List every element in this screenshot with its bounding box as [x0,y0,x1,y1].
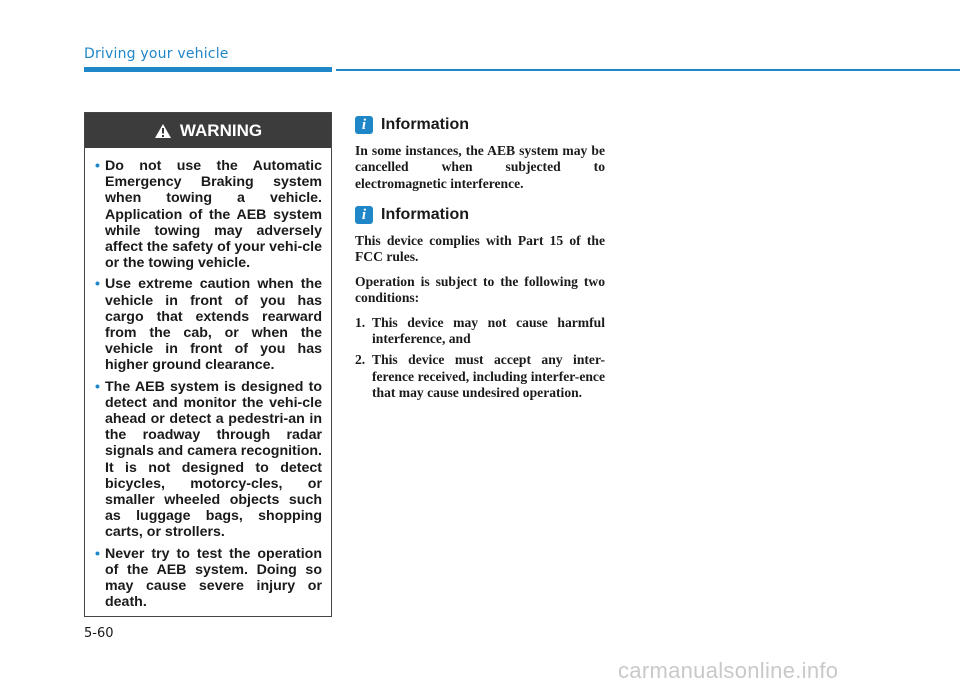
warning-item [95,158,322,271]
information-title: Information [381,206,469,223]
bullet-icon: • [95,378,100,395]
page-number: 5-60 [84,626,114,641]
condition-item [355,352,605,401]
information-block-1 [355,116,605,200]
condition-item [355,315,605,348]
bullet-icon: • [95,545,100,562]
information-title: Information [381,116,469,133]
condition-text: This device must accept any inter-ference received, including interfer-ence that may cause undesired operation. [372,352,605,401]
warning-item [95,546,322,611]
warning-triangle-icon [154,123,172,139]
bullet-icon: • [95,158,100,174]
information-text: In some instances, the AEB system may be cancelled when subjected to electromagnetic interference. [355,143,605,191]
watermark: carmanualsonline.info [618,658,839,683]
header-rule-thick [84,67,332,72]
information-paragraph: This device complies with Part 15 of the FCC rules. [355,233,605,265]
info-icon: i [355,116,373,134]
condition-number: 1. [355,314,366,330]
warning-item-text: Do not use the Automatic Emergency Braking system when towing a vehicle. Application of the AEB system while towing may adversely affect the safety of your vehi-cle or the towing vehicle. [105,158,322,272]
information-paragraph: Operation is subject to the following two conditions: [355,273,605,306]
condition-text: This device may not cause harmful interference, and [372,314,605,347]
warning-header [85,113,331,148]
information-header [355,206,605,224]
warning-list [85,148,331,610]
condition-number: 2. [355,352,366,368]
warning-item [95,276,322,373]
warning-item [95,379,322,541]
conditions-list [355,315,605,402]
warning-item-text: Never try to test the operation of the AEB system. Doing so may cause severe injury or death. [105,545,322,611]
header-rule-thin [336,69,960,71]
warning-box [84,112,332,617]
information-block-2 [355,206,605,407]
info-icon: i [355,206,373,224]
information-header [355,116,605,134]
warning-item-text: The AEB system is designed to detect and monitor the vehi-cle ahead or detect a pedestri-an in the roadway through radar signals and camera recognition. It is not designed to detect bicycles, motorcy-cles, or smaller wheeled objects such as luggage bags, shopping carts, or strollers. [105,378,322,541]
warning-title: WARNING [179,120,263,140]
bullet-icon: • [95,276,100,293]
warning-item-text: Use extreme caution when the vehicle in front of you has cargo that extends rearward from the cab, or when the vehicle in front of you has higher ground clearance. [105,276,322,374]
section-title: Driving your vehicle [84,46,229,62]
